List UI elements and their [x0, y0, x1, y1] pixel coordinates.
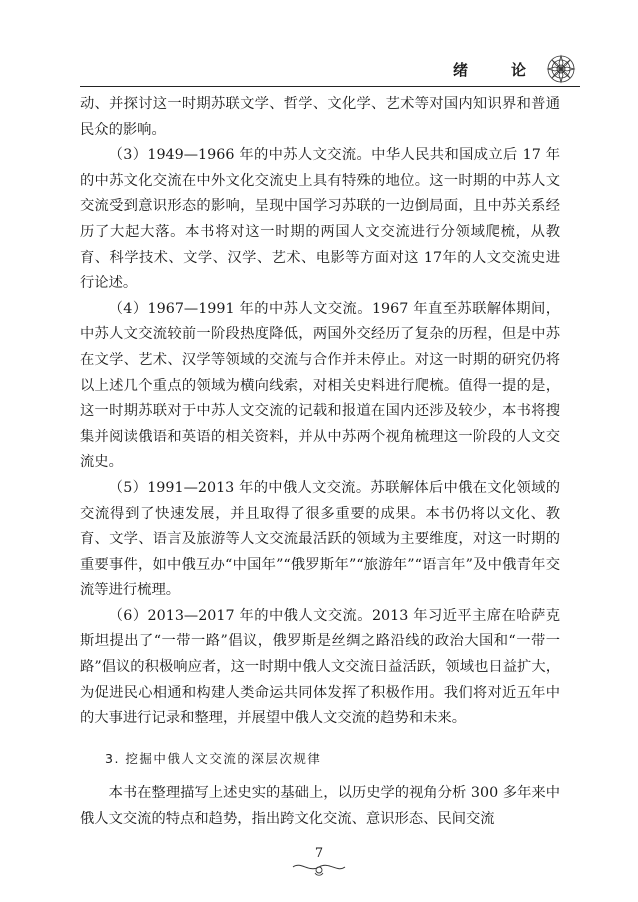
page-footer: [0, 846, 638, 877]
page-number: 7: [314, 846, 324, 861]
section-subheading: 3. 挖掘中俄人文交流的深层次规律: [105, 750, 322, 766]
paragraph-1949-1966: （3）1949—1966 年的中苏人文交流。中华人民共和国成立后 17 年的中苏文化交流在中外文化交流史上具有特殊的地位。这一时期的中苏人文交流受到意识形态的影响，呈现中国学习苏联的一边倒局面，且中苏关系经历了大起大落。本书将对这一时期的两国人文交流进行分领域爬梳，从教育、科学技术、文学、汉学、艺术、电影等方面对这 17年的人文交流史进行论述。: [80, 147, 560, 292]
chapter-title: 绪 论: [452, 60, 540, 79]
paragraph-2013-2017: （6）2013—2017 年的中俄人文交流。2013 年习近平主席在哈萨克斯坦提出了“一带一路”倡议，俄罗斯是丝绸之路沿线的政治大国和“一带一路”倡议的积极响应者，这一时期中俄人文交流日益活跃，领域也日益扩大，为促进民心相通和构建人类命运共同体发挥了积极作用。我们将对近五年中的大事进行记录和整理，并展望中俄人文交流的趋势和未来。: [80, 607, 560, 727]
paragraph-summary: 本书在整理描写上述史实的基础上，以历史学的视角分析 300 多年来中俄人文交流的特点和趋势，指出跨文化交流、意识形态、民间交流: [80, 785, 560, 828]
paragraph-continued: 动、并探讨这一时期苏联文学、哲学、文化学、艺术等对国内知识界和普通民众的影响。: [80, 96, 560, 138]
body-text: [80, 92, 560, 833]
mandala-ornament-icon: [546, 54, 576, 84]
running-head: [453, 54, 576, 84]
paragraph-1991-2013: （5）1991—2013 年的中俄人文交流。苏联解体后中俄在文化领域的交流得到了快速发展，并且取得了很多重要的成果。本书仍将以文化、教育、文学、语言及旅游等人文交流最活跃的领域为主要维度，对这一时期的重要事件，如中俄互办“中国年”“俄罗斯年”“旅游年”“语言年”及中俄青年交流等进行梳理。: [80, 479, 560, 599]
header-rule: [80, 86, 580, 87]
paragraph-1967-1991: （4）1967—1991 年的中苏人文交流。1967 年直至苏联解体期间，中苏人文交流较前一阶段热度降低，两国外交经历了复杂的历程，但是中苏在文学、艺术、汉学等领域的交流与合作并未停止。对这一时期的研究仍将以上述几个重点的领域为横向线索，对相关史料进行爬梳。值得一提的是，这一时期苏联对于中苏人文交流的记载和报道在国内还涉及较少，本书将搜集并阅读俄语和英语的相关资料，并从中苏两个视角梳理这一阶段的人文交流史。: [80, 300, 560, 471]
flourish-icon: [289, 859, 349, 877]
